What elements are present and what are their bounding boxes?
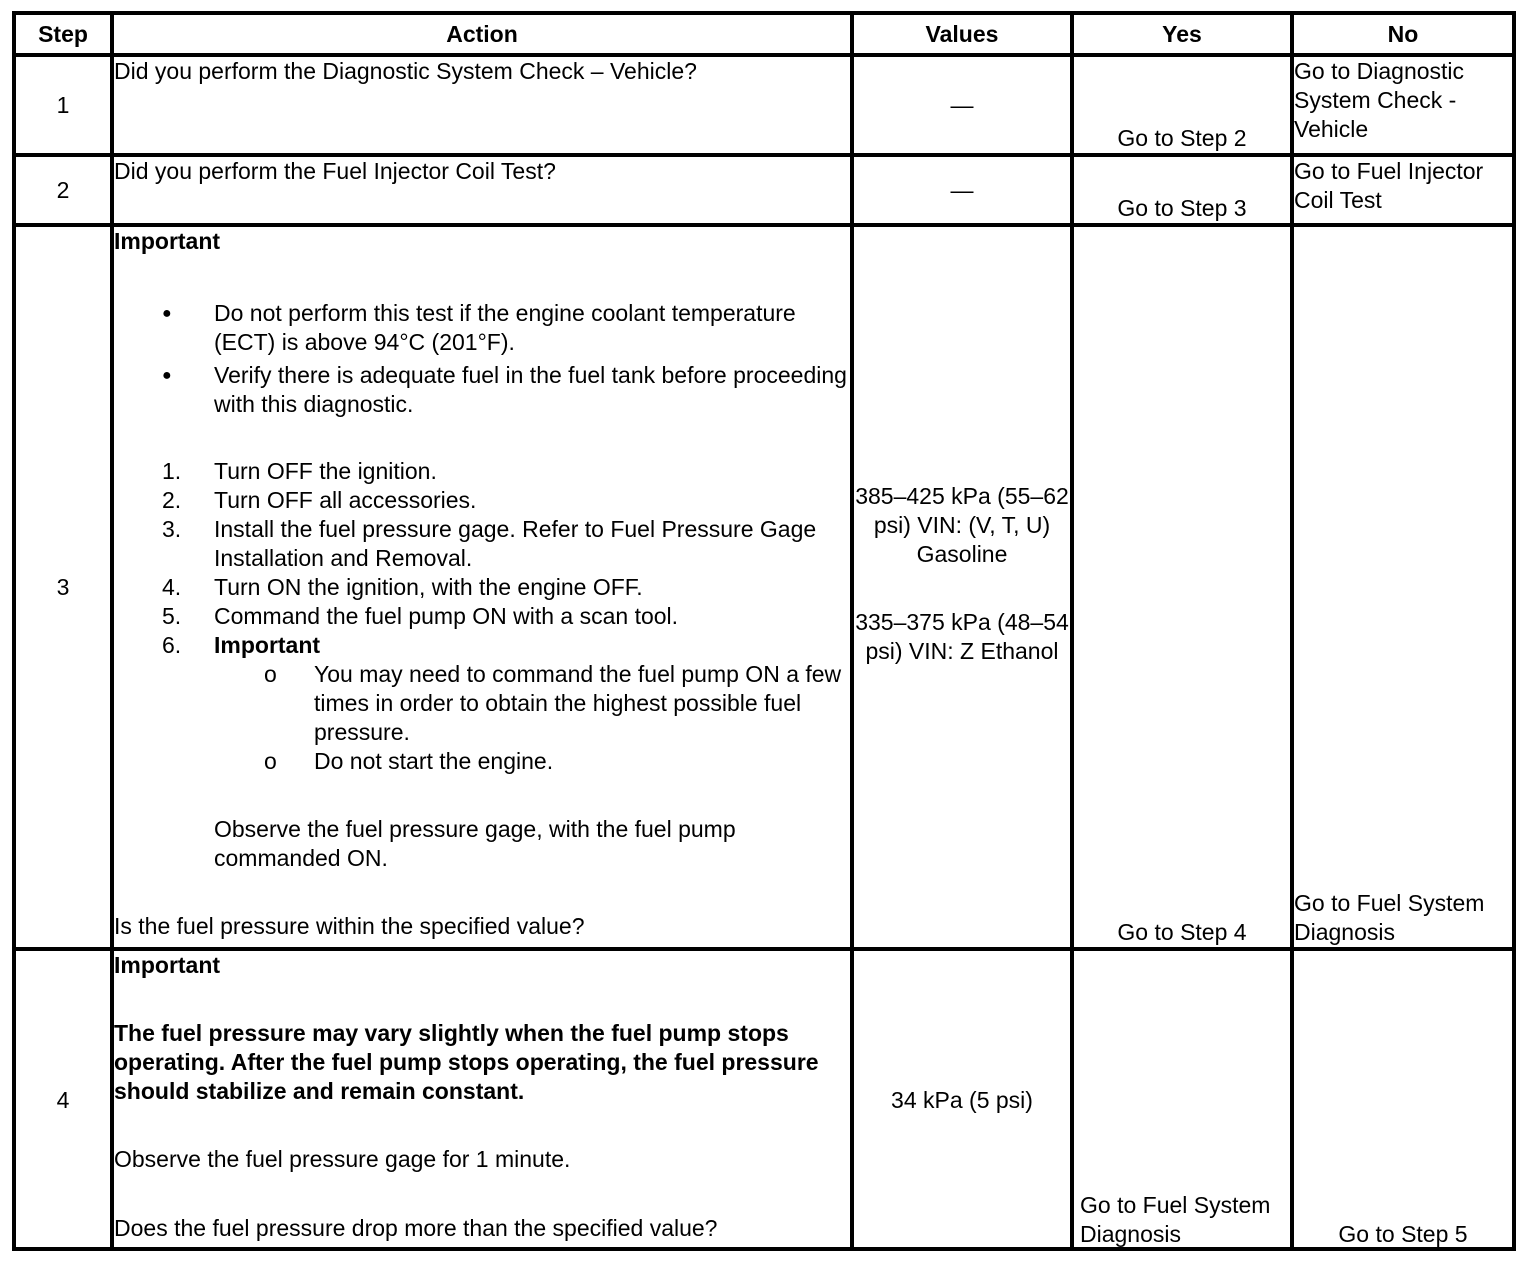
table-row (16, 949, 1512, 1249)
value-gasoline: 385–425 kPa (55–62 psi) VIN: (V, T, U) Gasoline (855, 483, 1069, 567)
header-action: Action (112, 15, 852, 55)
yes-link[interactable]: Go to Step 2 (1072, 55, 1292, 155)
header-no: No (1292, 15, 1512, 55)
step-number: 2 (16, 155, 112, 225)
header-row (16, 15, 1512, 55)
list-item: 5. Command the fuel pump ON with a scan tool. (162, 603, 679, 629)
question-text: Does the fuel pressure drop more than the specified value? (114, 1215, 718, 1241)
important-label: Important (114, 952, 221, 978)
header-step: Step (16, 15, 112, 55)
list-item: 6. Important o You may need to command the fuel pump ON a few times in order to obtain the highest possible fuel pressure. o Do not start the engine. (114, 631, 850, 776)
value-ethanol: 335–375 kPa (48–54 psi) VIN: Z Ethanol (855, 609, 1069, 664)
values-cell (852, 225, 1072, 949)
important-bullets (114, 299, 850, 419)
no-link[interactable]: Go to Fuel System Diagnosis (1292, 225, 1512, 949)
list-item: 3. Install the fuel pressure gage. Refer to Fuel Pressure Gage Installation and Removal. (162, 516, 817, 571)
bullet-icon: ● (162, 305, 172, 322)
list-item: 4. Turn ON the ignition, with the engine OFF. (162, 574, 643, 600)
no-link[interactable]: Go to Diagnostic System Check - Vehicle (1292, 55, 1512, 155)
header-yes: Yes (1072, 15, 1292, 55)
list-item: ● Verify there is adequate fuel in the fuel tank before proceeding with this diagnostic. (162, 362, 847, 417)
action-text: Did you perform the Diagnostic System Check – Vehicle? (112, 55, 852, 155)
list-item: 1. Turn OFF the ignition. (162, 458, 437, 484)
procedure-steps (114, 457, 850, 776)
header-values: Values (852, 15, 1072, 55)
table-row (16, 55, 1512, 155)
step-number: 1 (16, 55, 112, 155)
important-text: The fuel pressure may vary slightly when the fuel pump stops operating. After the fuel pump stops operating, the fuel pressure should stabilize and remain constant. (114, 1020, 819, 1104)
list-item: o Do not start the engine. (264, 748, 554, 774)
bullet-icon: ● (162, 367, 172, 384)
yes-link[interactable]: Go to Fuel System Diagnosis (1072, 949, 1292, 1249)
table-row (16, 155, 1512, 225)
list-item: 2. Turn OFF all accessories. (162, 487, 477, 513)
question-text: Is the fuel pressure within the specified value? (114, 913, 585, 939)
yes-link[interactable]: Go to Step 3 (1072, 155, 1292, 225)
important-label: Important (114, 228, 221, 254)
observe-text: Observe the fuel pressure gage, with the fuel pump commanded ON. (214, 816, 736, 871)
step-number: 3 (16, 225, 112, 949)
values-cell: — (852, 55, 1072, 155)
action-text: Did you perform the Fuel Injector Coil Test? (112, 155, 852, 225)
no-link[interactable]: Go to Fuel Injector Coil Test (1292, 155, 1512, 225)
action-cell (112, 949, 852, 1249)
list-item: ● Do not perform this test if the engine coolant temperature (ECT) is above 94°C (201°F). (162, 300, 796, 355)
values-cell: 34 kPa (5 psi) (852, 949, 1072, 1249)
observe-text: Observe the fuel pressure gage for 1 minute. (114, 1146, 571, 1172)
no-link[interactable]: Go to Step 5 (1292, 949, 1512, 1249)
sub-bullets (214, 660, 850, 776)
yes-link[interactable]: Go to Step 4 (1072, 225, 1292, 949)
diagnostic-table (16, 15, 1512, 1249)
sub-bullet-icon: o (264, 661, 277, 687)
sub-bullet-icon: o (264, 748, 277, 774)
list-item: o You may need to command the fuel pump ON a few times in order to obtain the highest possible fuel pressure. (264, 661, 842, 745)
action-cell (112, 225, 852, 949)
table-row (16, 225, 1512, 949)
step-number: 4 (16, 949, 112, 1249)
values-cell: — (852, 155, 1072, 225)
